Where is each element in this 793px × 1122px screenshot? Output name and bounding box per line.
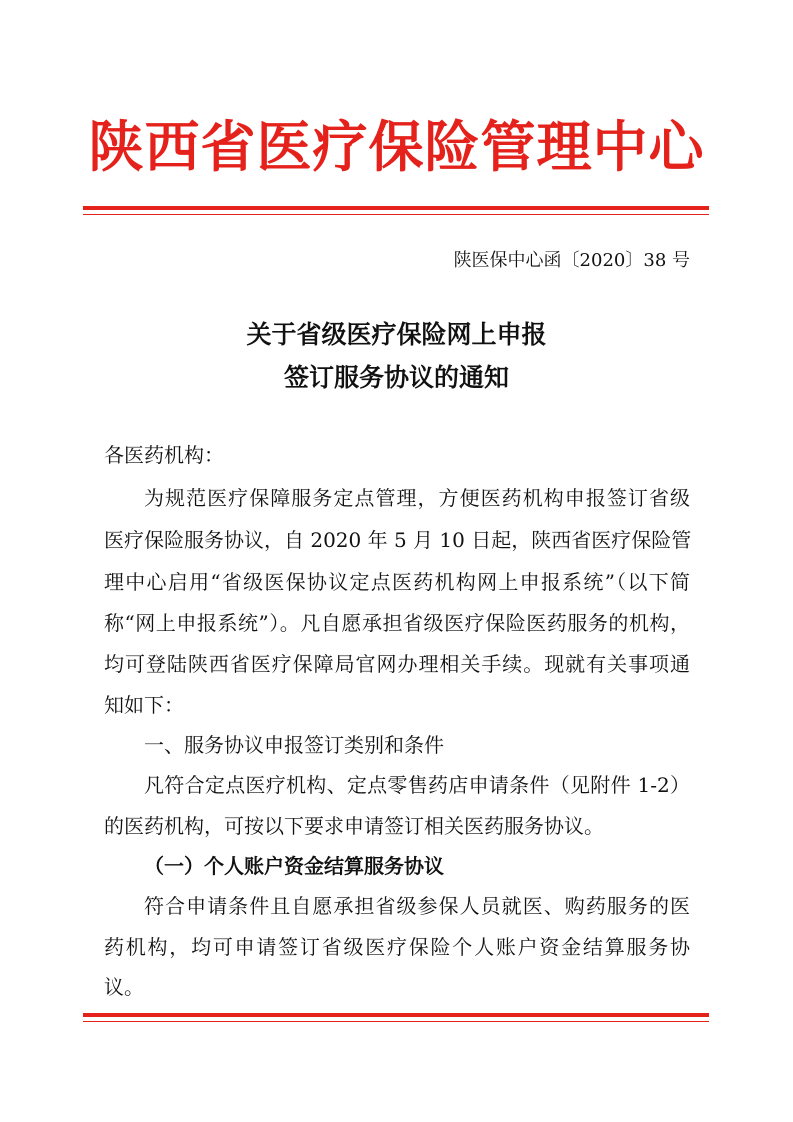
footer-rule-thin [83,1021,709,1022]
paragraph-1-line: 为规范医疗保障服务定点管理，方便医药机构申报签订省级 [144,486,690,510]
letterhead-rule-thin [83,214,709,215]
paragraph-1-line: 称“网上申报系统”）。凡自愿承担省级医疗保险医药服务的机构， [104,611,690,635]
letterhead-rule-thick [83,206,709,210]
paragraph-1-line: 均可登陆陕西省医疗保障局官网办理相关手续。现就有关事项通 [104,652,690,676]
paragraph-1-line: 知如下： [104,693,184,717]
subsection-1-heading: （一）个人账户资金结算服务协议 [144,854,444,878]
paragraph-2-line: 凡符合定点医疗机构、定点零售药店申请条件（见附件 1-2） [144,773,690,797]
paragraph-1-line: 医疗保险服务协议，自 2020 年 5 月 10 日起，陕西省医疗保险管 [104,528,692,552]
footer-rule-thick [83,1013,709,1017]
document-title-line-1: 关于省级医疗保险网上申报 [246,320,547,349]
document-title-line-2: 签订服务协议的通知 [283,363,509,392]
paragraph-3-line: 符合申请条件且自愿承担省级参保人员就医、购药服务的医 [144,894,690,918]
org-letterhead-title: 陕西省医疗保险管理中心 [88,114,705,179]
paragraph-1-line: 理中心启用“省级医保协议定点医药机构网上申报系统”（以下简 [104,570,690,594]
paragraph-3-line: 议。 [104,975,144,999]
section-1-heading: 一、服务协议申报签订类别和条件 [144,733,444,757]
paragraph-2-line: 的医药机构，可按以下要求申请签订相关医药服务协议。 [104,814,604,838]
paragraph-3-line: 药机构，均可申请签订省级医疗保险个人账户资金结算服务协 [104,935,690,959]
salutation: 各医药机构： [104,443,224,467]
document-number: 陕医保中心函〔2020〕38 号 [453,250,690,271]
